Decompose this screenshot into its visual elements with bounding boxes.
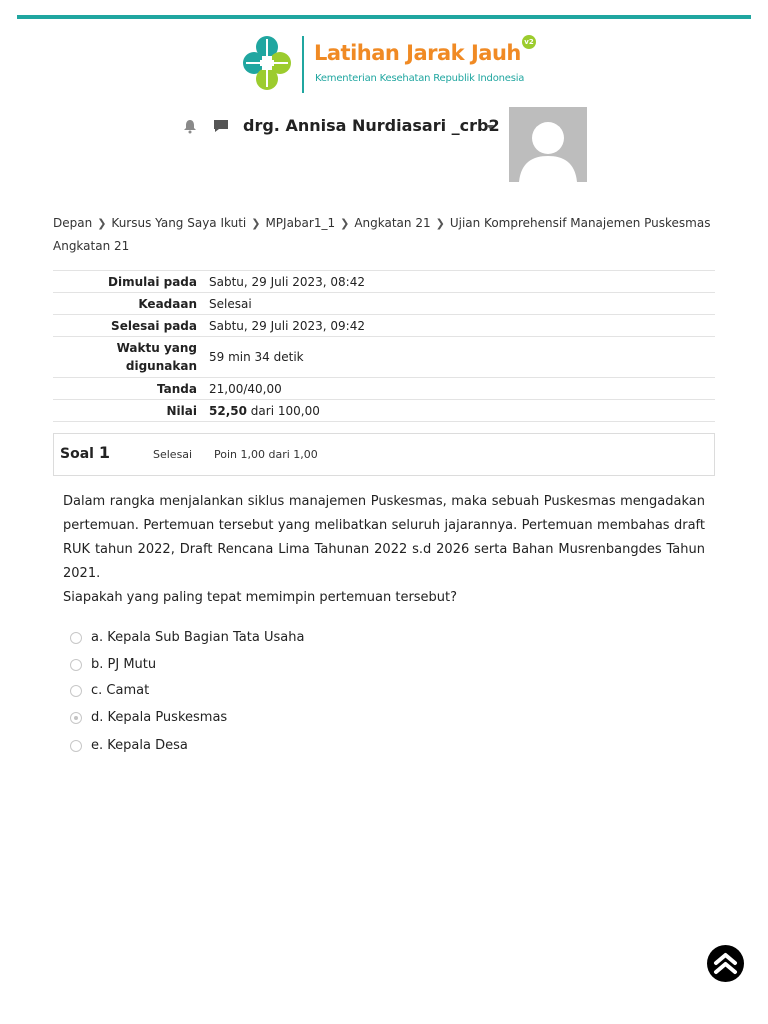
summary-label: Nilai	[53, 400, 203, 422]
user-name[interactable]: drg. Annisa Nurdiasari _crb2	[243, 116, 500, 135]
summary-value: Sabtu, 29 Juli 2023, 09:42	[203, 315, 715, 337]
radio-button-selected[interactable]	[70, 712, 82, 724]
brand-subtitle: Kementerian Kesehatan Republik Indonesia	[315, 73, 525, 84]
summary-value: 59 min 34 detik	[203, 337, 715, 378]
question-body: Dalam rangka menjalankan siklus manajemen Puskesmas, maka sebuah Puskesmas mengadakan pertemuan. Pertemuan tersebut yang melibatkan seluruh jajarannya. Pertemuan membahas draft RUK tahun 2022, Draft Rencana Lima Tahunan 2022 s.d 2026 serta Bahan Musrenbangdes Tahun 2021.	[63, 494, 705, 581]
summary-label-line: Waktu yang	[116, 341, 197, 355]
breadcrumb	[53, 212, 733, 258]
brand-title: Latihan Jarak Jauh	[314, 41, 521, 65]
grade-score: 52,50	[209, 403, 247, 418]
chevron-right-icon: ❯	[97, 217, 107, 230]
question-state: Selesai	[153, 448, 193, 461]
chevron-right-icon: ❯	[435, 217, 445, 230]
chevron-right-icon: ❯	[340, 217, 350, 230]
summary-row-completed	[53, 315, 715, 337]
summary-value	[203, 400, 715, 422]
summary-row-started	[53, 271, 715, 293]
radio-button[interactable]	[70, 685, 82, 697]
answer-label: c. Camat	[91, 683, 150, 698]
breadcrumb-section[interactable]: Angkatan 21	[354, 216, 431, 230]
answer-label: e. Kepala Desa	[91, 738, 188, 753]
summary-row-time	[53, 337, 715, 378]
radio-button[interactable]	[70, 632, 82, 644]
answer-label: b. PJ Mutu	[91, 657, 157, 672]
radio-button[interactable]	[70, 659, 82, 671]
summary-label: Selesai pada	[53, 315, 203, 337]
question-text	[63, 490, 705, 610]
breadcrumb-quiz[interactable]: Ujian Komprehensif Manajemen Puskesmas Angkatan 21	[53, 216, 711, 253]
chevron-right-icon: ❯	[251, 217, 261, 230]
summary-label: Tanda	[53, 378, 203, 400]
scroll-to-top-button[interactable]	[707, 945, 744, 982]
attempt-summary-table	[53, 270, 715, 422]
kemenkes-logo-icon	[234, 33, 300, 95]
top-accent-bar	[17, 15, 751, 19]
answer-label: d. Kepala Puskesmas	[91, 710, 228, 725]
logo-divider	[302, 36, 304, 93]
site-logo[interactable]	[234, 33, 539, 95]
grade-out-of: dari 100,00	[250, 403, 320, 418]
summary-value: 21,00/40,00	[203, 378, 715, 400]
summary-label: Keadaan	[53, 293, 203, 315]
avatar[interactable]	[509, 107, 587, 182]
summary-label: Dimulai pada	[53, 271, 203, 293]
summary-label-line: digunakan	[125, 359, 197, 373]
summary-value: Selesai	[203, 293, 715, 315]
question-number	[60, 443, 110, 462]
chevron-up-icon	[707, 945, 744, 982]
caret-down-icon[interactable]	[486, 125, 494, 129]
breadcrumb-course[interactable]: MPJabar1_1	[265, 216, 336, 230]
chat-icon[interactable]	[212, 118, 230, 138]
question-prompt: Siapakah yang paling tepat memimpin pertemuan tersebut?	[63, 590, 458, 605]
summary-value: Sabtu, 29 Juli 2023, 08:42	[203, 271, 715, 293]
summary-row-marks	[53, 378, 715, 400]
user-menu	[0, 106, 768, 186]
breadcrumb-home[interactable]: Depan	[53, 216, 93, 230]
question-prefix: Soal	[60, 446, 94, 462]
version-badge: v2	[522, 35, 536, 49]
breadcrumb-my-courses[interactable]: Kursus Yang Saya Ikuti	[111, 216, 247, 230]
bell-icon[interactable]	[182, 118, 198, 138]
radio-button[interactable]	[70, 740, 82, 752]
summary-label	[53, 337, 203, 378]
question-number-value: 1	[98, 443, 110, 462]
question-info	[53, 433, 715, 476]
summary-row-state	[53, 293, 715, 315]
summary-row-grade	[53, 400, 715, 422]
question-grade: Poin 1,00 dari 1,00	[214, 448, 318, 461]
answer-label: a. Kepala Sub Bagian Tata Usaha	[91, 630, 305, 645]
